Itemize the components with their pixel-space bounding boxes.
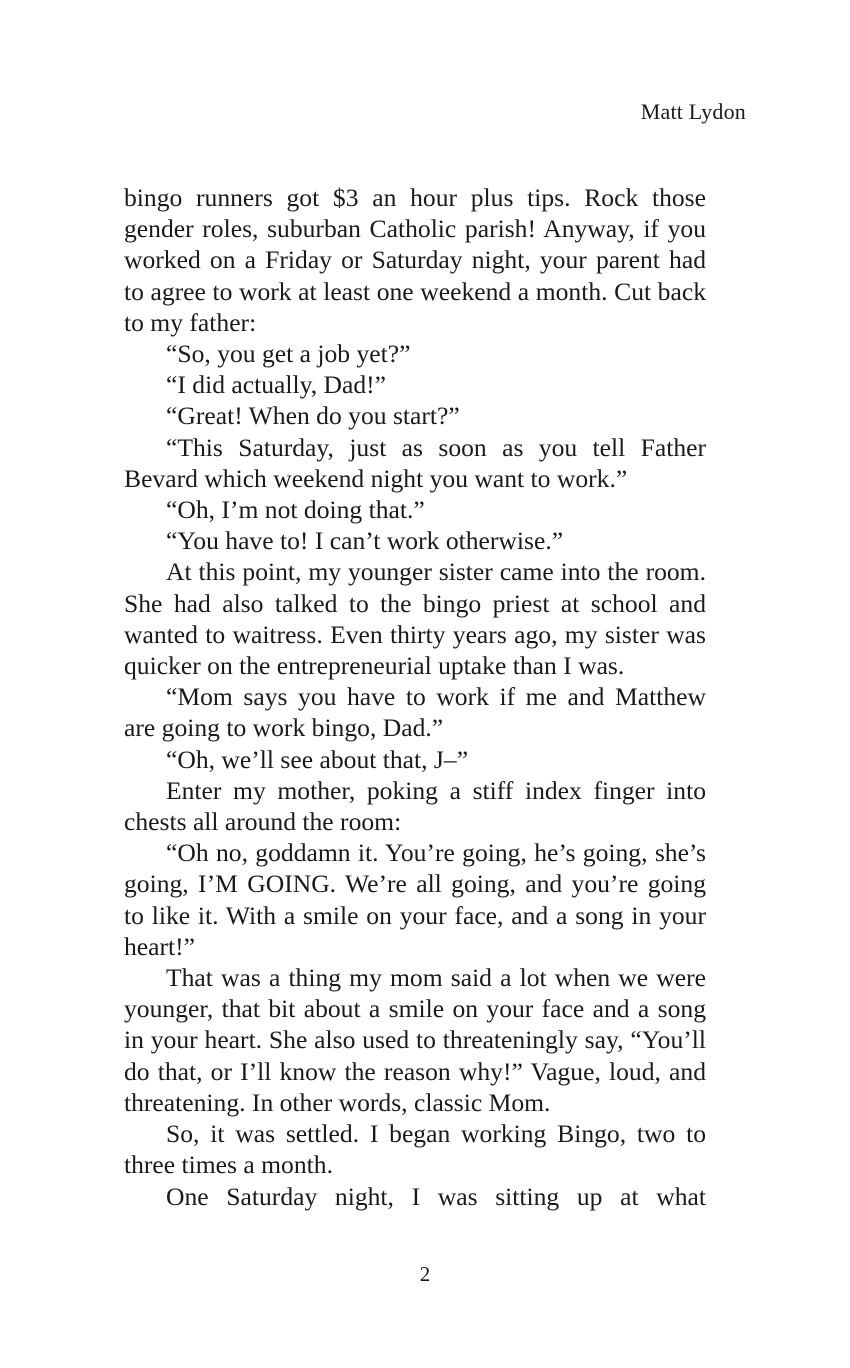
paragraph: That was a thing my mom said a lot when we were younger, that bit about a smile on your face and a song in your heart. She also used to threateningly say, “You’ll do that, or I’ll know the reason why!” Vague, loud, and threatening. In other words, classic Mom.	[124, 963, 706, 1117]
page-number: 2	[419, 1262, 431, 1286]
paragraph: “This Saturday, just as soon as you tell Father Bevard which weekend night you want to work.”	[124, 432, 706, 493]
paragraph: So, it was settled. I began working Bingo, two to three times a month.	[124, 1119, 706, 1180]
paragraph: “I did actually, Dad!”	[166, 370, 387, 400]
paragraph: One Saturday night, I was sitting up at what	[166, 1181, 706, 1211]
paragraph: Enter my mother, poking a stiff index finger into chests all around the room:	[124, 775, 706, 837]
paragraph: At this point, my younger sister came into the room. She had also talked to the bingo priest at school and wanted to waitress. Even thirty years ago, my sister was quicker on the entrepreneurial uptake than I was.	[124, 557, 706, 681]
paragraph: “Oh, we’ll see about that, J–”	[166, 744, 469, 774]
paragraph: “You have to! I can’t work otherwise.”	[166, 526, 564, 556]
paragraph: “Great! When do you start?”	[166, 401, 460, 431]
body-text	[124, 182, 706, 1212]
paragraph: “Oh, I’m not doing that.”	[166, 495, 425, 525]
paragraph: “So, you get a job yet?”	[166, 339, 411, 369]
paragraph: bingo runners got $3 an hour plus tips. Rock those gender roles, suburban Catholic parish! Anyway, if you worked on a Friday or Saturday night, your parent had to agree to work at least one weekend a month. Cut back to my father:	[124, 183, 706, 337]
paragraph: “Oh no, goddamn it. You’re going, he’s going, she’s going, I’M GOING. We’re all going, and you’re going to like it. With a smile on your face, and a song in your heart!”	[124, 838, 706, 961]
paragraph: “Mom says you have to work if me and Matthew are going to work bingo, Dad.”	[124, 682, 706, 743]
running-header-author: Matt Lydon	[640, 99, 746, 124]
